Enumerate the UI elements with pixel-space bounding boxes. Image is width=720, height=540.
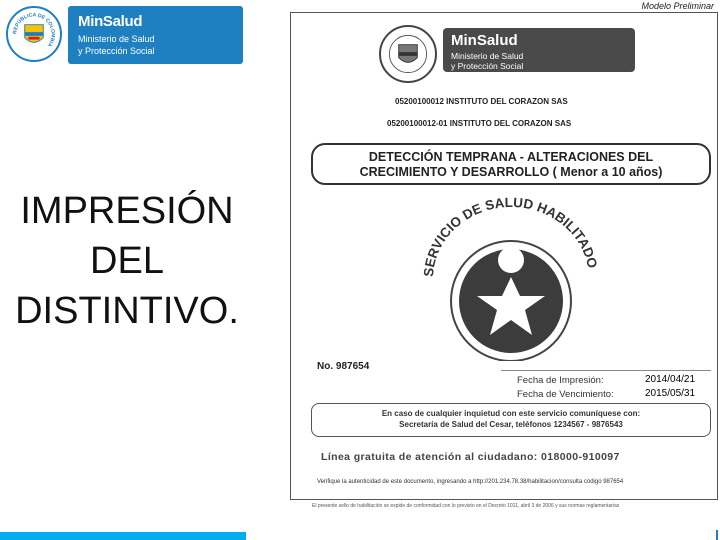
print-date-label: Fecha de Impresión:: [517, 375, 604, 386]
title-line-2: DEL: [90, 240, 164, 282]
expiry-date-value: 2015/05/31: [645, 388, 696, 399]
title-line-1: IMPRESIÓN: [20, 190, 234, 232]
document-brand-line-2: y Protección Social: [451, 61, 524, 71]
contact-line-1: En caso de cualquier inquietud con este servicio comuníquese con:: [381, 409, 641, 418]
contact-info-box: [311, 403, 711, 437]
service-line-2: CRECIMIENTO Y DESARROLLO ( Menor a 10 años): [359, 165, 663, 179]
certificate-number: No. 987654: [317, 361, 370, 372]
hotline-text: Línea gratuita de atención al ciudadano: 018000-910097: [321, 451, 620, 463]
print-date-value: 2014/04/21: [645, 374, 696, 385]
emblem-head: [498, 247, 524, 273]
document-seal-logo: [379, 25, 437, 83]
habilitation-emblem: [401, 191, 621, 361]
service-line-1: DETECCIÓN TEMPRANA - ALTERACIONES DEL: [368, 150, 654, 164]
contact-line-2: Secretaría de Salud del Cesar, teléfonos 1234567 - 9876543: [399, 420, 623, 429]
colombia-seal-logo: [6, 6, 62, 62]
title-line-3: DISTINTIVO.: [15, 290, 239, 332]
divider: [501, 370, 711, 371]
document-brand-name: MinSalud: [451, 32, 518, 49]
institution-line-1: 05200100012 INSTITUTO DEL CORAZON SAS: [395, 97, 568, 106]
bottom-accent-bar: [0, 532, 246, 540]
preliminary-note: Modelo Preliminar: [641, 1, 714, 11]
emblem-arc-text: SERVICIO DE SALUD HABILITADO: [420, 194, 601, 278]
expiry-date-label: Fecha de Vencimiento:: [517, 389, 614, 400]
svg-text:REPÚBLICA DE COLOMBIA: REPÚBLICA DE COLOMBIA: [12, 12, 56, 48]
logo-line-1: Ministerio de Salud: [78, 34, 155, 44]
logo-line-2: y Protección Social: [78, 46, 155, 56]
logo-name: MinSalud: [78, 13, 143, 30]
service-banner: [311, 143, 711, 185]
institution-line-2: 05200100012-01 INSTITUTO DEL CORAZON SAS: [387, 119, 572, 128]
verification-text: Verifique la autenticidad de este documento, ingresando a http://201.234.78.38/habilitacion/consulta código 987654: [317, 479, 624, 485]
slide-title: [8, 186, 246, 336]
document-brand-line-1: Ministerio de Salud: [451, 51, 524, 61]
minsalud-logo: [68, 6, 243, 64]
corner-mark: [716, 530, 718, 540]
certificate-scan: [290, 12, 718, 500]
document-brand-logo: [443, 28, 635, 72]
legal-footnote: El presente sello de habilitación se expide de conformidad con lo previsto en el Decreto 1011, abril 3 de 2006 y sus normas reglamentarias: [312, 503, 620, 509]
